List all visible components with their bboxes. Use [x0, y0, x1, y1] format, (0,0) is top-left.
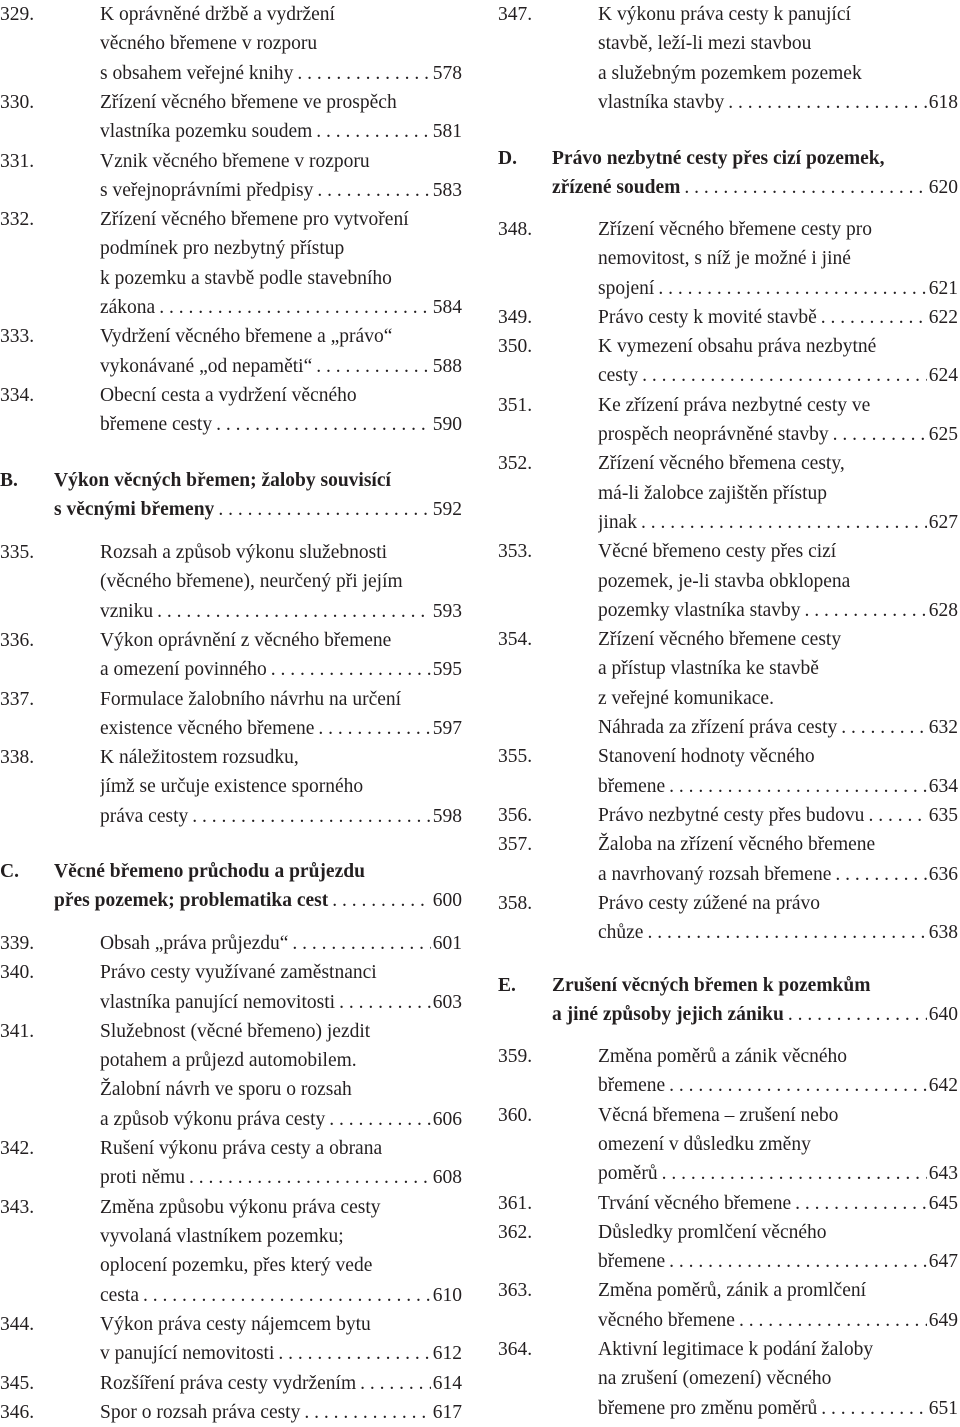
entry-title-line [598, 1159, 958, 1188]
page-number: 624 [928, 365, 958, 387]
entry-title-line: jímž se určuje existence sporného [100, 776, 364, 798]
entry-title-line [598, 88, 958, 117]
entry-title-line [100, 597, 462, 626]
entry-title-line [598, 1189, 958, 1218]
entry-title-line [552, 173, 958, 202]
entry-title-line [598, 713, 958, 742]
entry-title [598, 332, 958, 391]
entry-title-line: Právo cesty zúžené na právo [598, 892, 820, 914]
entry-title-line: omezení v důsledku změny [598, 1133, 811, 1155]
page-number: 595 [432, 659, 462, 681]
entry-title-text: proti němu [100, 1167, 186, 1189]
entry-title-line: Věcné břemeno průchodu a průjezdu [54, 861, 365, 882]
entry-number: 331. [0, 150, 35, 172]
entry-title-text: prospěch neoprávněné stavby [598, 424, 829, 446]
entry-title-line: Věcná břemena – zrušení nebo [598, 1104, 839, 1126]
dot-leader [292, 929, 430, 958]
entry-title-line: Důsledky promlčení věcného [598, 1221, 827, 1243]
entry-title-line [598, 801, 958, 830]
dot-leader [143, 1281, 431, 1310]
entry-title-line: Změna způsobu výkonu práva cesty [100, 1196, 381, 1218]
entry-title-line [598, 1071, 958, 1100]
entry-number: 339. [0, 933, 35, 954]
entry-title-line: Změna poměrů a zánik věcného [598, 1046, 848, 1067]
entry-title-text: cesta [100, 1284, 139, 1306]
entry-number: 364. [498, 1339, 533, 1360]
entry-title [598, 830, 958, 889]
page-number: 632 [928, 717, 958, 739]
entry-title-line [100, 988, 462, 1017]
dot-leader [739, 1306, 927, 1335]
page-number: 649 [928, 1309, 958, 1331]
entry-title [100, 381, 462, 440]
entry-title-line [598, 772, 958, 801]
page-number: 647 [928, 1251, 958, 1273]
page-number: 600 [432, 890, 462, 912]
entry-title-line: Výkon věcných břemen; žaloby souvisící [54, 470, 391, 491]
entry-title-text: a způsob výkonu práva cesty [100, 1108, 326, 1130]
entry-title-line [598, 274, 958, 303]
entry-title [598, 1218, 958, 1277]
entry-title-text: v panující nemovitosti [100, 1343, 275, 1365]
entry-title [100, 958, 462, 1017]
entry-title [100, 1134, 462, 1193]
section-letter: C. [0, 861, 19, 882]
dot-leader [833, 420, 927, 449]
entry-number: 334. [0, 384, 35, 406]
entry-title-line: stavbě, leží-li mezi stavbou [598, 33, 812, 55]
dot-leader [835, 860, 926, 889]
entry-title-line [552, 1000, 958, 1029]
dot-leader [317, 176, 430, 205]
entry-title-line: věcného břemene v rozporu [100, 33, 318, 55]
entry-title-line: Obecní cesta a vydržení věcného [100, 384, 357, 406]
page-number: 588 [432, 355, 462, 377]
entry-title-text: břemene pro změnu poměrů [598, 1397, 818, 1419]
entry-number: 360. [498, 1104, 533, 1126]
page-number: 593 [432, 600, 462, 622]
entry-title-text: a omezení povinného [100, 659, 267, 681]
entry-title-line: Aktivní legitimace k podání žaloby [598, 1339, 874, 1360]
page-number: 640 [928, 1004, 958, 1026]
page-number: 638 [928, 922, 958, 944]
entry-title-text: vlastníka pozemku soudem [100, 121, 313, 143]
dot-leader [218, 495, 430, 524]
entry-title [100, 1193, 462, 1310]
dot-leader [318, 714, 430, 743]
page-number: 598 [432, 805, 462, 827]
dot-leader [316, 117, 430, 146]
page-number: 625 [928, 424, 958, 446]
dot-leader [821, 303, 927, 332]
entry-title-line: Věcné břemeno cesty přes cizí [598, 541, 837, 563]
dot-leader [669, 772, 927, 801]
entry-title [598, 391, 958, 450]
entry-number: 362. [498, 1221, 533, 1243]
entry-title-line: K oprávněné držbě a vydržení [100, 4, 335, 25]
dot-leader [304, 1398, 430, 1427]
entry-title-text: existence věcného břemene [100, 717, 315, 739]
entry-title-line: Zřízení věcného břemene pro vytvoření [100, 209, 409, 231]
entry-title-line: Vydržení věcného břemene a „právo“ [100, 326, 393, 348]
entry-title-text: Obsah „práva průjezdu“ [100, 933, 289, 954]
dot-leader [658, 274, 926, 303]
entry-title-line [100, 1398, 462, 1427]
entry-title-text: Právo nezbytné cesty přes budovu [598, 805, 865, 826]
dot-leader [332, 886, 431, 915]
entry-title-line: Žalobní návrh ve sporu o rozsah [100, 1079, 352, 1101]
entry-number: 355. [498, 746, 533, 768]
page-number: 635 [928, 805, 958, 826]
entry-title-line: K vymezení obsahu práva nezbytné [598, 336, 877, 358]
entry-number: 342. [0, 1138, 35, 1160]
entry-title-line: K výkonu práva cesty k panující [598, 4, 851, 25]
dot-leader [641, 508, 927, 537]
entry-title-text: Právo cesty k movité stavbě [598, 306, 817, 328]
entry-title-line: (věcného břemene), neurčený při jejím [100, 571, 403, 593]
entry-title-text: věcného břemene [598, 1309, 735, 1331]
entry-title-line: Formulace žalobního návrhu na určení [100, 688, 402, 710]
page-number: 584 [432, 296, 462, 318]
entry-number: 336. [0, 629, 35, 651]
entry-number: 345. [0, 1372, 35, 1394]
entry-number: 350. [498, 336, 533, 358]
entry-title-line: vyvolaná vlastníkem pozemku; [100, 1225, 344, 1247]
entry-title-line: Zřízení věcného břemene cesty [598, 629, 842, 651]
entry-title-line: Žaloba na zřízení věcného břemene [598, 834, 876, 856]
entry-title-line: Rozsah a způsob výkonu služebnosti [100, 542, 388, 563]
entry-title-line: na zrušení (omezení) věcného [598, 1368, 832, 1390]
dot-leader [669, 1071, 927, 1100]
entry-number: 353. [498, 541, 533, 563]
entry-title-text: Spor o rozsah práva cesty [100, 1401, 301, 1423]
entry-title [100, 685, 462, 744]
entry-title-line [100, 1281, 462, 1310]
entry-title-text: jinak [598, 511, 637, 533]
dot-leader [788, 1000, 927, 1029]
dot-leader [647, 918, 926, 947]
entry-title-line: Právo cesty využívané zaměstnanci [100, 962, 377, 984]
dot-leader [728, 88, 927, 117]
entry-title [598, 742, 958, 801]
entry-title-text: a jiné způsoby jejich zániku [552, 1004, 784, 1026]
entry-title-text: břemene [598, 1075, 666, 1097]
entry-title-text: Rozšíření práva cesty vydržením [100, 1372, 357, 1394]
dot-leader [329, 1105, 430, 1134]
dot-leader [316, 352, 431, 381]
entry-title-text: vzniku [100, 600, 154, 622]
entry-title-line: Právo nezbytné cesty přes cizí pozemek, [552, 148, 885, 169]
entry-title-line [100, 1105, 462, 1134]
entry-title-line [598, 1394, 958, 1423]
entry-title [598, 303, 958, 332]
page-number: 581 [432, 121, 462, 143]
entry-number: 358. [498, 892, 533, 914]
entry-number: 337. [0, 688, 35, 710]
dot-leader [159, 293, 431, 322]
entry-number: 352. [498, 453, 533, 475]
entry-title-line: Výkon oprávnění z věcného břemene [100, 629, 392, 651]
entry-title [100, 322, 462, 381]
entry-title-line [100, 655, 462, 684]
dot-leader [360, 1369, 431, 1398]
entry-title-line: pozemek, je-li stavba obklopena [598, 570, 851, 592]
entry-title-line [100, 117, 462, 146]
entry-title-line [54, 886, 462, 915]
entry-title [100, 1310, 462, 1369]
dot-leader [669, 1247, 927, 1276]
entry-title-line [100, 1163, 462, 1192]
entry-title-line: K náležitostem rozsudku, [100, 747, 299, 769]
entry-title [100, 1398, 462, 1427]
entry-title-line: Služebnost (věcné břemeno) jezdit [100, 1020, 371, 1042]
entry-title-text: poměrů [598, 1163, 658, 1185]
entry-title-text: s veřejnoprávními předpisy [100, 179, 314, 201]
entry-title-line: potahem a průjezd automobilem. [100, 1050, 357, 1072]
dot-leader [216, 410, 431, 439]
entry-title [100, 88, 462, 147]
entry-title [100, 1017, 462, 1134]
entry-number: 340. [0, 962, 35, 984]
dot-leader [684, 173, 926, 202]
section-letter: B. [0, 470, 18, 491]
page-number: 614 [432, 1372, 462, 1394]
entry-title-line [100, 176, 462, 205]
entry-title-line [54, 495, 462, 524]
entry-title-line [598, 420, 958, 449]
entry-title [100, 743, 462, 831]
entry-title-line: Vznik věcného břemene v rozporu [100, 150, 370, 172]
entry-title-text: vykonávané „od nepaměti“ [100, 355, 313, 377]
entry-title-text: spojení [598, 277, 655, 299]
entry-title [598, 1189, 958, 1218]
section-letter: D. [498, 148, 517, 169]
entry-title-line: Ke zřízení práva nezbytné cesty ve [598, 394, 871, 416]
entry-title-line [598, 1306, 958, 1335]
entry-title-line [100, 714, 462, 743]
entry-number: 363. [498, 1280, 533, 1302]
entry-title-text: pozemky vlastníka stavby [598, 599, 801, 621]
entry-title-text: Trvání věcného břemene [598, 1192, 792, 1214]
dot-leader [271, 655, 431, 684]
entry-title-line: oplocení pozemku, přes který vede [100, 1255, 373, 1277]
entry-title [100, 929, 462, 958]
entry-title-line [100, 1369, 462, 1398]
entry-title-text: vlastníka panující nemovitosti [100, 991, 336, 1013]
page-number: 608 [432, 1167, 462, 1189]
entry-title-text: s obsahem veřejné knihy [100, 62, 294, 84]
entry-number: 359. [498, 1046, 533, 1067]
page-number: 606 [432, 1108, 462, 1130]
entry-title-line: Změna poměrů, zánik a promlčení [598, 1280, 867, 1302]
entry-number: 357. [498, 834, 533, 856]
entry-title [598, 0, 958, 117]
section-letter: E. [498, 975, 516, 996]
page-number: 643 [928, 1163, 958, 1185]
page-number: 636 [928, 863, 958, 885]
entry-title [552, 144, 958, 203]
entry-title-text: chůze [598, 922, 644, 944]
entry-title-line: a služebným pozemkem pozemek [598, 62, 862, 84]
entry-title-text: práva cesty [100, 805, 189, 827]
entry-title-line: Zřízení věcného břemene cesty pro [598, 219, 872, 240]
entry-title-line: k pozemku a stavbě podle stavebního [100, 267, 392, 289]
dot-leader [297, 59, 430, 88]
entry-number: 356. [498, 805, 533, 826]
entry-number: 348. [498, 219, 533, 240]
entry-title-line: má-li žalobce zajištěn přístup [598, 482, 828, 504]
entry-title [598, 1042, 958, 1101]
page-number: 592 [432, 499, 462, 521]
entry-title-line [100, 410, 462, 439]
entry-number: 361. [498, 1192, 533, 1214]
entry-title [598, 625, 958, 742]
entry-title [54, 466, 462, 525]
page-number: 645 [928, 1192, 958, 1214]
page-number: 622 [928, 306, 958, 328]
dot-leader [841, 713, 926, 742]
entry-title-line: nemovitost, s níž je možné i jiné [598, 248, 851, 270]
entry-title-text: Náhrada za zřízení práva cesty [598, 717, 838, 739]
entry-title [598, 801, 958, 830]
entry-title-line: Zřízení věcného břemene ve prospěch [100, 91, 397, 113]
entry-title [598, 1276, 958, 1335]
entry-title-text: cesty [598, 365, 639, 387]
dot-leader [642, 361, 927, 390]
entry-number: 335. [0, 542, 35, 563]
dot-leader [339, 988, 431, 1017]
entry-title-line [100, 59, 462, 88]
entry-number: 341. [0, 1020, 35, 1042]
entry-title-line [100, 352, 462, 381]
entry-title [100, 1369, 462, 1398]
entry-number: 343. [0, 1196, 35, 1218]
page-number: 634 [928, 775, 958, 797]
dot-leader [662, 1159, 927, 1188]
entry-title-line [598, 918, 958, 947]
dot-leader [278, 1339, 430, 1368]
dot-leader [868, 801, 926, 830]
entry-title-text: břemene [598, 1251, 666, 1273]
entry-title-line: podmínek pro nezbytný přístup [100, 238, 345, 260]
entry-title [598, 537, 958, 625]
entry-title-line [598, 303, 958, 332]
entry-number: 349. [498, 306, 533, 328]
page-number: 618 [928, 91, 958, 113]
dot-leader [805, 596, 927, 625]
entry-number: 338. [0, 747, 35, 769]
entry-title-line [598, 1247, 958, 1276]
entry-title-text: s věcnými břemeny [54, 499, 215, 521]
page-number: 621 [928, 277, 958, 299]
entry-title [100, 0, 462, 88]
entry-title [100, 626, 462, 685]
entry-title [100, 147, 462, 206]
page-number: 628 [928, 599, 958, 621]
entry-title-text: a navrhovaný rozsah břemene [598, 863, 832, 885]
entry-title-line: Stanovení hodnoty věcného [598, 746, 815, 768]
entry-number: 344. [0, 1313, 35, 1335]
entry-title [598, 889, 958, 948]
entry-number: 329. [0, 4, 35, 25]
entry-title [54, 857, 462, 916]
entry-title-line [598, 508, 958, 537]
entry-title-line [100, 802, 462, 831]
entry-title-line: a přístup vlastníka ke stavbě [598, 658, 819, 680]
entry-title [598, 1335, 958, 1423]
entry-title [598, 449, 958, 537]
page-number: 603 [432, 991, 462, 1013]
page-number: 642 [928, 1075, 958, 1097]
page-number: 617 [432, 1401, 462, 1423]
page-number: 610 [432, 1284, 462, 1306]
page-number: 612 [432, 1343, 462, 1365]
entry-title-line: Výkon práva cesty nájemcem bytu [100, 1313, 371, 1335]
entry-title-text: břemene cesty [100, 414, 213, 436]
entry-number: 347. [498, 4, 533, 25]
entry-title-line [598, 361, 958, 390]
entry-title-line: Zřízení věcného břemena cesty, [598, 453, 845, 475]
entry-title-line [100, 929, 462, 958]
entry-title-line: Rušení výkonu práva cesty a obrana [100, 1138, 383, 1160]
page-number: 620 [928, 177, 958, 199]
entry-title-text: zřízené soudem [552, 177, 681, 199]
entry-number: 346. [0, 1401, 35, 1423]
entry-title [100, 205, 462, 322]
entry-number: 333. [0, 326, 35, 348]
entry-title-line [100, 293, 462, 322]
dot-leader [795, 1189, 927, 1218]
entry-title-text: břemene [598, 775, 666, 797]
entry-title [552, 971, 958, 1030]
entry-title-line [100, 1339, 462, 1368]
page-number: 597 [432, 717, 462, 739]
entry-number: 351. [498, 394, 533, 416]
entry-number: 354. [498, 629, 533, 651]
dot-leader [821, 1394, 926, 1423]
page-number: 583 [432, 179, 462, 201]
dot-leader [189, 1163, 431, 1192]
entry-number: 332. [0, 209, 35, 231]
dot-leader [192, 802, 431, 831]
dot-leader [157, 597, 431, 626]
entry-title-line: z veřejné komunikace. [598, 687, 774, 709]
entry-title-line [598, 860, 958, 889]
page-number: 601 [432, 933, 462, 954]
entry-title [598, 215, 958, 303]
entry-title [100, 538, 462, 626]
entry-title-line: Zrušení věcných břemen k pozemkům [552, 975, 871, 996]
page-number: 578 [432, 62, 462, 84]
entry-title-text: vlastníka stavby [598, 91, 725, 113]
page-number: 590 [432, 414, 462, 436]
entry-title-text: zákona [100, 296, 156, 318]
entry-title-line [598, 596, 958, 625]
entry-number: 330. [0, 91, 35, 113]
page-number: 651 [928, 1397, 958, 1419]
entry-title [598, 1101, 958, 1189]
entry-title-text: přes pozemek; problematika cest [54, 890, 329, 912]
page-number: 627 [928, 511, 958, 533]
